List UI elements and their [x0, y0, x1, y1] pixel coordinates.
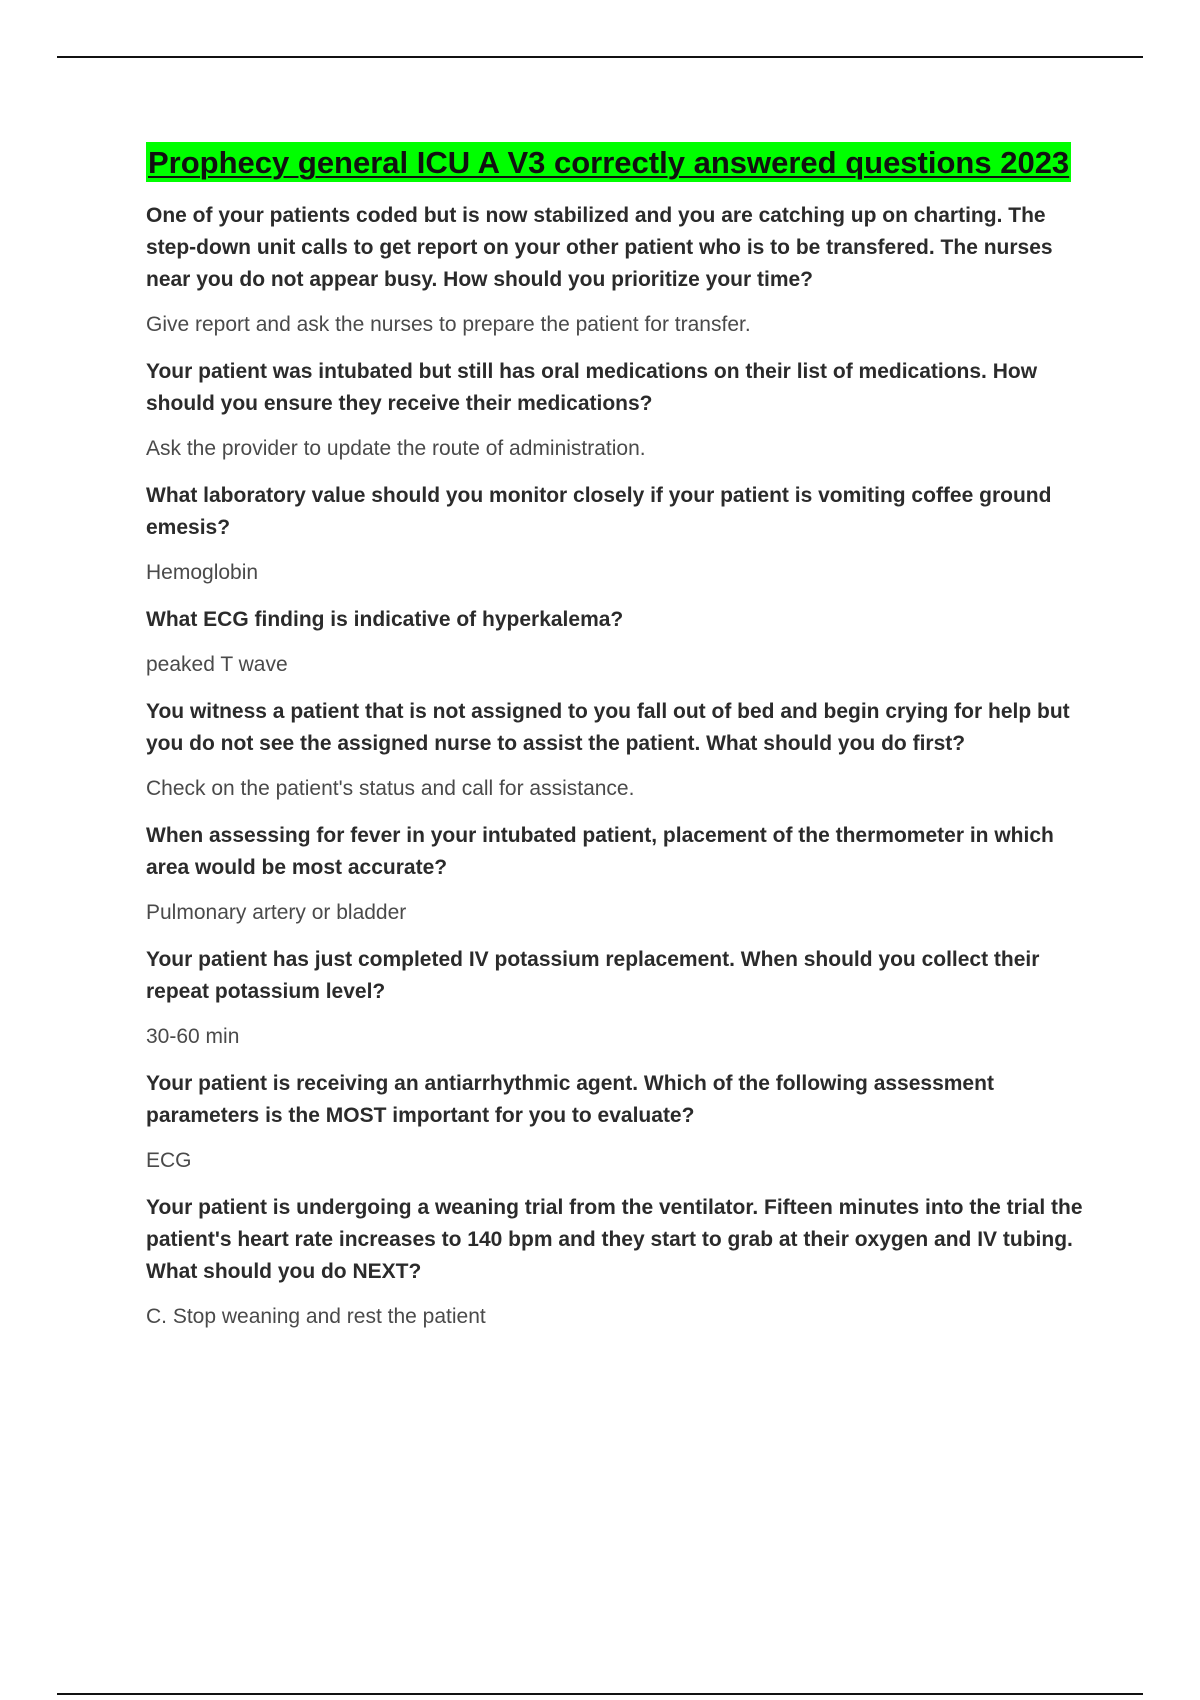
document-title: Prophecy general ICU A V3 correctly answered questions 2023: [146, 142, 1071, 182]
answer-text: Hemoglobin: [146, 561, 259, 584]
qa-item-1: [146, 200, 1086, 340]
question-text: What ECG finding is indicative of hyperkalema?: [146, 608, 624, 631]
answer-text: ECG: [146, 1149, 192, 1172]
question-text: What laboratory value should you monitor closely if your patient is vomiting coffee ground emesis?: [146, 484, 1052, 539]
question-text: One of your patients coded but is now stabilized and you are catching up on charting. The step-down unit calls to get report on your other patient who is to be transfered. The nurses near you do not appear busy. How should you prioritize your time?: [146, 204, 1053, 291]
question-text: Your patient is receiving an antiarrhythmic agent. Which of the following assessment parameters is the MOST important for you to evaluate?: [146, 1072, 994, 1127]
document-body: [146, 142, 1086, 1332]
qa-item-8: [146, 1068, 1086, 1176]
header-rule: [57, 56, 1143, 58]
qa-item-4: [146, 604, 1086, 680]
answer-text: 30-60 min: [146, 1025, 240, 1048]
answer-text: Check on the patient's status and call for assistance.: [146, 777, 635, 800]
question-text: Your patient has just completed IV potassium replacement. When should you collect their repeat potassium level?: [146, 948, 1040, 1003]
qa-item-6: [146, 820, 1086, 928]
answer-text: C. Stop weaning and rest the patient: [146, 1305, 486, 1328]
qa-item-5: [146, 696, 1086, 804]
qa-item-2: [146, 356, 1086, 464]
footer-rule: [57, 1693, 1143, 1695]
question-text: Your patient is undergoing a weaning trial from the ventilator. Fifteen minutes into the trial the patient's heart rate increases to 140 bpm and they start to grab at their oxygen and IV tubing. What should you do NEXT?: [146, 1196, 1083, 1283]
question-text: You witness a patient that is not assigned to you fall out of bed and begin crying for help but you do not see the assigned nurse to assist the patient. What should you do first?: [146, 700, 1070, 755]
question-text: Your patient was intubated but still has oral medications on their list of medications. How should you ensure they receive their medications?: [146, 360, 1038, 415]
qa-item-3: [146, 480, 1086, 588]
qa-item-7: [146, 944, 1086, 1052]
answer-text: Pulmonary artery or bladder: [146, 901, 407, 924]
answer-text: peaked T wave: [146, 653, 288, 676]
answer-text: Give report and ask the nurses to prepare the patient for transfer.: [146, 313, 751, 336]
answer-text: Ask the provider to update the route of administration.: [146, 437, 646, 460]
question-text: When assessing for fever in your intubated patient, placement of the thermometer in which area would be most accurate?: [146, 824, 1054, 879]
qa-item-9: [146, 1192, 1086, 1332]
